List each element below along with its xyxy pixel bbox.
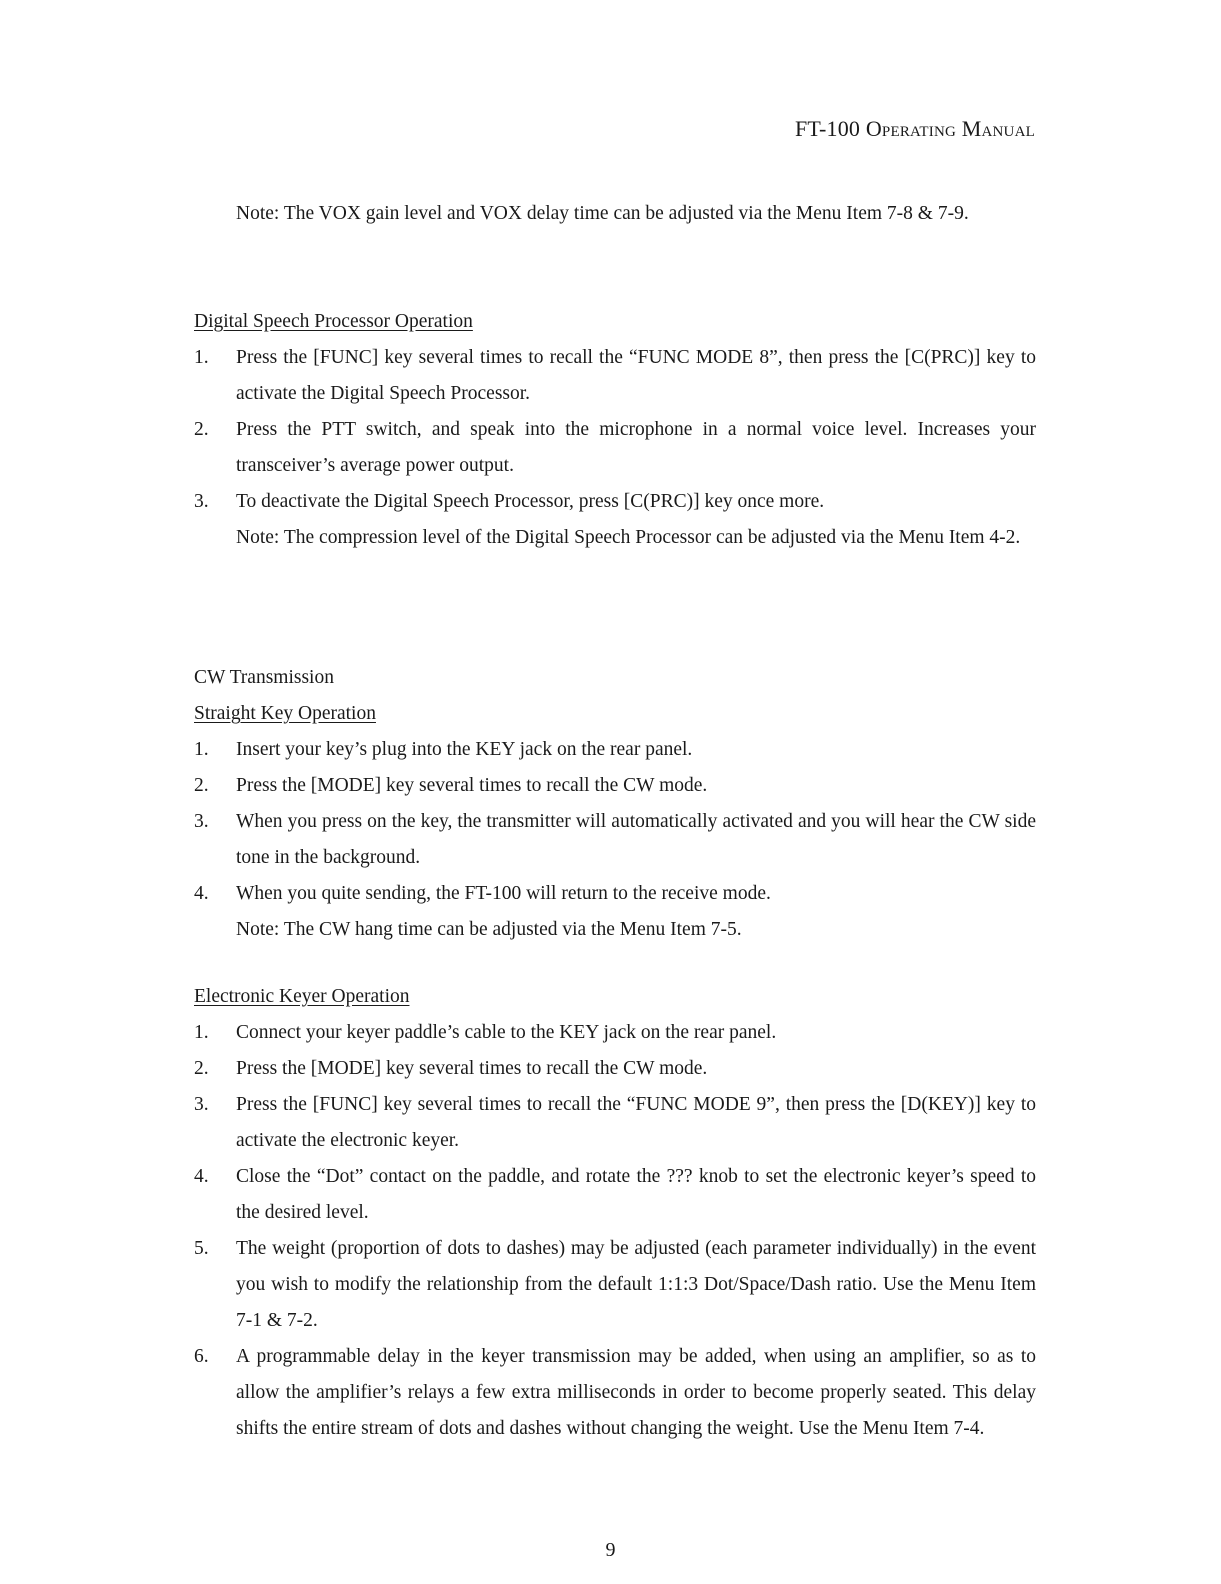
electronic-keyer-steps [194, 1015, 1036, 1447]
list-item [194, 412, 1036, 484]
straight-key-steps [194, 732, 1036, 948]
step-text: When you quite sending, the FT-100 will return to the receive mode. [236, 883, 771, 904]
list-item [194, 876, 1036, 948]
list-item [194, 1231, 1036, 1339]
step-text: A programmable delay in the keyer transmission may be added, when using an amplifier, so as to allow the amplifier’s relays a few extra milliseconds in order to become properly seated. This delay shifts the entire stream of dots and dashes without changing the weight. Use the Menu Item 7-4. [236, 1346, 1036, 1439]
cw-title: CW Transmission [194, 667, 334, 688]
step-text: Connect your keyer paddle’s cable to the KEY jack on the rear panel. [236, 1022, 777, 1043]
list-item [194, 732, 1036, 768]
list-item [194, 1159, 1036, 1231]
page-number: 9 [605, 1539, 616, 1561]
step-text: Press the [FUNC] key several times to recall the “FUNC MODE 9”, then press the [D(KEY)] key to activate the electronic keyer. [236, 1094, 1036, 1151]
list-item [194, 1087, 1036, 1159]
step-number: 4. [194, 883, 209, 904]
vox-note: Note: The VOX gain level and VOX delay time can be adjusted via the Menu Item 7-8 & 7-9. [236, 203, 969, 224]
step-number: 1. [194, 739, 209, 760]
list-item [194, 1051, 1036, 1087]
step-text: Insert your key’s plug into the KEY jack on the rear panel. [236, 739, 693, 760]
step-text: Press the [FUNC] key several times to recall the “FUNC MODE 8”, then press the [C(PRC)] key to activate the Digital Speech Processor. [236, 347, 1036, 404]
step-number: 2. [194, 1058, 209, 1079]
header-title-operating: Operating [865, 116, 957, 141]
step-number: 2. [194, 419, 209, 440]
list-item [194, 340, 1036, 412]
dsp-section [194, 304, 1036, 556]
step-note: Note: The compression level of the Digital Speech Processor can be adjusted via the Menu Item 4-2. [236, 527, 1021, 548]
step-text: To deactivate the Digital Speech Processor, press [C(PRC)] key once more. [236, 491, 825, 512]
step-number: 3. [194, 1094, 209, 1115]
step-number: 1. [194, 1022, 209, 1043]
list-item [194, 484, 1036, 556]
step-text: Press the [MODE] key several times to recall the CW mode. [236, 775, 708, 796]
straight-key-heading: Straight Key Operation [194, 703, 376, 724]
step-text: Press the PTT switch, and speak into the microphone in a normal voice level. Increases your transceiver’s average power output. [236, 419, 1036, 476]
step-text: Press the [MODE] key several times to recall the CW mode. [236, 1058, 708, 1079]
step-text: Close the “Dot” contact on the paddle, and rotate the ??? knob to set the electronic keyer’s speed to the desired level. [236, 1166, 1036, 1223]
list-item [194, 804, 1036, 876]
step-number: 1. [194, 347, 209, 368]
list-item [194, 1339, 1036, 1447]
list-item [194, 1015, 1036, 1051]
dsp-steps [194, 340, 1036, 556]
step-note: Note: The CW hang time can be adjusted via the Menu Item 7-5. [236, 919, 742, 940]
cw-section [194, 660, 1036, 948]
header-title-manual: Manual [961, 116, 1035, 141]
step-number: 5. [194, 1238, 209, 1259]
running-header [795, 116, 1035, 142]
electronic-keyer-heading: Electronic Keyer Operation [194, 986, 410, 1007]
header-model: FT-100 [794, 116, 861, 141]
step-text: The weight (proportion of dots to dashes) may be adjusted (each parameter individually) in the event you wish to modify the relationship from the default 1:1:3 Dot/Space/Dash ratio. Use the Menu Item 7-1 & 7-2. [236, 1238, 1036, 1331]
step-number: 3. [194, 811, 209, 832]
step-number: 2. [194, 775, 209, 796]
step-number: 6. [194, 1346, 209, 1367]
electronic-keyer-section [194, 979, 1036, 1447]
step-number: 3. [194, 491, 209, 512]
dsp-heading: Digital Speech Processor Operation [194, 311, 473, 332]
step-text: When you press on the key, the transmitter will automatically activated and you will hear the CW side tone in the background. [236, 811, 1036, 868]
list-item [194, 768, 1036, 804]
step-number: 4. [194, 1166, 209, 1187]
